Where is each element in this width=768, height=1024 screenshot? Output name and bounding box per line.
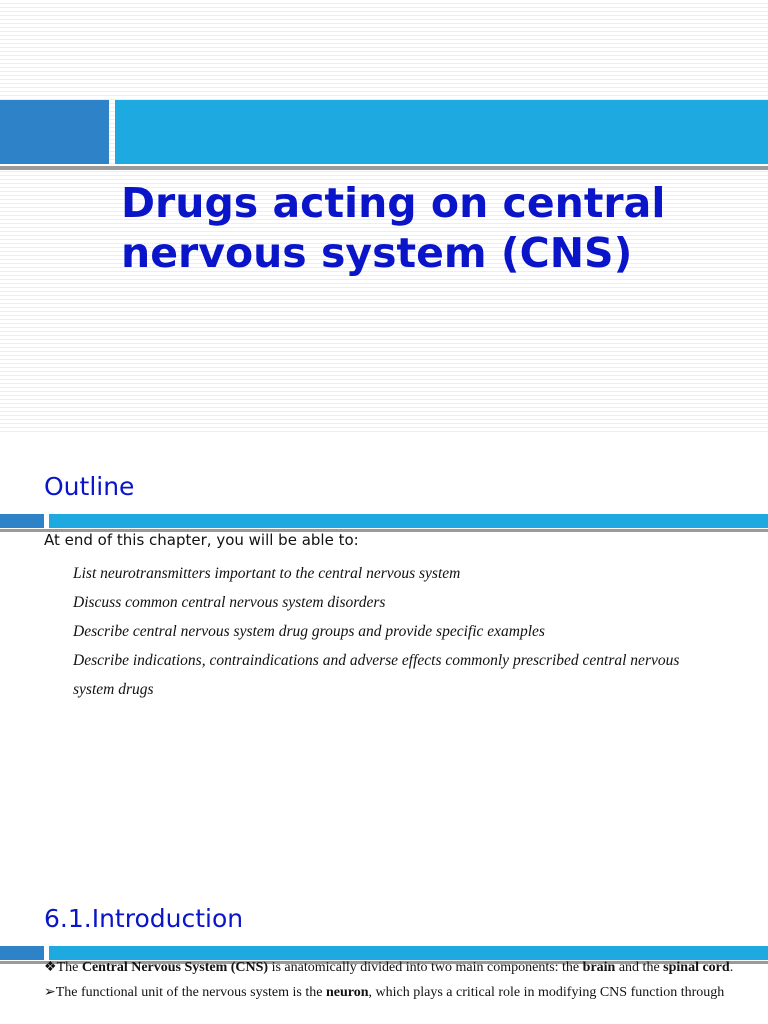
objectives-list — [73, 559, 723, 704]
intro-band-left — [0, 946, 44, 960]
header-band-right — [115, 100, 768, 164]
objective-item: Describe indications, contraindications and adverse effects commonly prescribed central nervous system drugs — [73, 652, 680, 698]
intro-paragraph: ➢The functional unit of the nervous system is the neuron, which plays a critical role in modifying CNS function through — [44, 985, 725, 1000]
header-band-shadow — [0, 166, 768, 170]
objective-item: List neurotransmitters important to the central nervous system — [73, 565, 461, 582]
outline-band-left — [0, 514, 44, 528]
diamond-bullet-icon: ❖ — [44, 960, 57, 975]
objective-item: Describe central nervous system drug groups and provide specific examples — [73, 623, 545, 640]
slide-title: Drugs acting on central nervous system (CNS) — [121, 179, 666, 277]
outline-slide — [0, 432, 768, 864]
intro-slide — [0, 864, 768, 1024]
intro-heading: 6.1.Introduction — [44, 904, 244, 933]
outline-band-right — [49, 514, 768, 528]
intro-paragraph: ❖The Central Nervous System (CNS) is anatomically divided into two main components: the brain and the spinal cord. — [44, 960, 734, 975]
header-band-left — [0, 100, 109, 164]
objective-item: Discuss common central nervous system disorders — [73, 594, 386, 611]
title-slide — [0, 0, 768, 432]
arrow-bullet-icon: ➢ — [44, 985, 56, 1000]
intro-body — [44, 955, 754, 1005]
outline-lead: At end of this chapter, you will be able to: — [44, 531, 359, 549]
outline-heading: Outline — [44, 472, 135, 501]
